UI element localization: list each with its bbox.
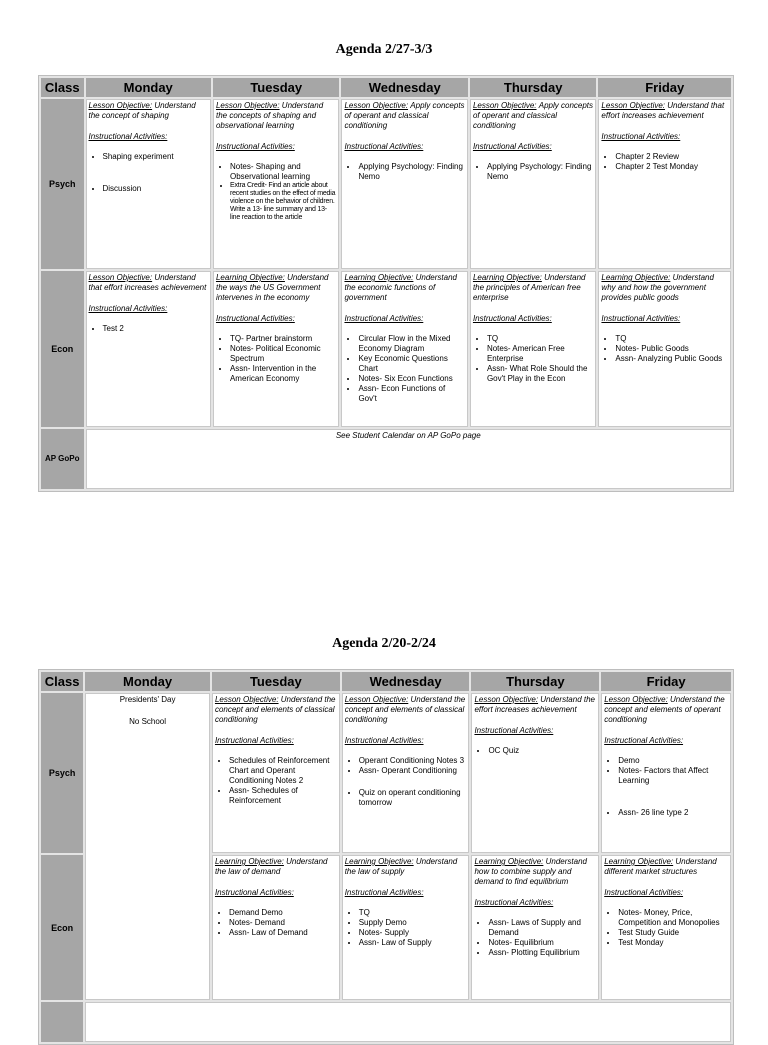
activities-label: Instructional Activities:	[472, 142, 552, 151]
activities-label: Instructional Activities:	[604, 888, 684, 897]
cell-psych-friday	[601, 693, 731, 853]
cell-econ-monday	[86, 271, 211, 427]
activity-item: • Notes- Supply	[359, 928, 467, 938]
objective-text: Understand the law of supply	[344, 857, 458, 876]
cell-psych-tuesday	[213, 99, 339, 269]
activity-item: • Assn- Schedules of Reinforcement	[229, 786, 337, 806]
activity-list	[345, 756, 467, 808]
activity-item: • Chapter 2 Test Monday	[615, 162, 728, 172]
activities-label: Instructional Activities:	[474, 726, 554, 735]
header-tuesday: Tuesday	[212, 672, 340, 691]
activities-label: Instructional Activities:	[474, 898, 554, 907]
header-monday: Monday	[85, 672, 210, 691]
activities-label: Instructional Activities:	[344, 888, 424, 897]
objective-text: Understand why and how the government provides public goods	[601, 273, 714, 302]
objective-label: Lesson Objective:	[88, 273, 153, 282]
activity-list	[601, 152, 728, 172]
activity-item: • Assn- Econ Functions of Gov't	[358, 384, 464, 404]
activity-list	[344, 162, 464, 182]
header-monday: Monday	[86, 78, 211, 97]
objective-label: Learning Objective:	[344, 857, 414, 866]
cell-econ-wednesday	[341, 271, 467, 427]
activities-label: Instructional Activities:	[344, 736, 424, 745]
activity-list	[216, 334, 336, 384]
holiday-name: Presidents' Day	[119, 695, 176, 704]
objective-label: Lesson Objective:	[344, 695, 409, 704]
activity-list	[601, 334, 728, 364]
cell-psych-friday	[598, 99, 731, 269]
activity-item: • TQ	[359, 908, 467, 918]
activity-item: • Notes- Demand	[229, 918, 337, 928]
activity-item: • Assn- Plotting Equilibrium	[488, 948, 596, 958]
activity-item: • Operant Conditioning Notes 3	[359, 756, 467, 766]
activity-item: • Schedules of Reinforcement Chart and Operant Conditioning Notes 2	[229, 756, 337, 786]
agenda-table	[38, 75, 734, 492]
header-tuesday: Tuesday	[213, 78, 339, 97]
cell-psych-thursday	[471, 693, 599, 853]
agenda-title: Agenda 2/20-2/24	[332, 636, 436, 651]
activity-item: • Shaping experiment	[103, 152, 208, 162]
objective-label: Lesson Objective:	[601, 101, 666, 110]
activities-label: Instructional Activities:	[472, 314, 552, 323]
activity-item: • Test Monday	[618, 938, 728, 948]
activity-list	[474, 746, 596, 756]
cell-econ-thursday	[471, 855, 599, 1000]
econ-row	[41, 271, 731, 427]
activities-label: Instructional Activities:	[344, 142, 424, 151]
objective-label: Lesson Objective:	[474, 695, 539, 704]
objective-text: Understand the principles of American free enterprise	[472, 273, 586, 302]
objective-label: Learning Objective:	[472, 273, 542, 282]
objective-text: Apply concepts of operant and classical conditioning	[344, 101, 465, 130]
activities-label: Instructional Activities:	[88, 132, 168, 141]
activity-item: • Notes- Six Econ Functions	[358, 374, 464, 384]
activity-item: • Quiz on operant conditioning tomorrow	[359, 788, 467, 808]
activity-item: • Assn- What Role Should the Gov't Play in the Econ	[487, 364, 593, 384]
activity-item: • TQ	[487, 334, 593, 344]
activities-label: Instructional Activities:	[214, 736, 294, 745]
objective-text: Understand that effort increases achievement	[601, 101, 725, 120]
activity-item: • Applying Psychology: Finding Nemo	[358, 162, 464, 182]
activity-item: • Assn- Law of Demand	[229, 928, 337, 938]
objective-label: Lesson Objective:	[604, 695, 668, 704]
holiday-cell	[85, 693, 210, 1000]
objective-label: Lesson Objective:	[88, 101, 153, 110]
row-label-empty	[41, 1002, 83, 1042]
header-friday: Friday	[598, 78, 731, 97]
activity-list	[473, 162, 593, 182]
cell-psych-wednesday	[342, 693, 470, 853]
activities-label: Instructional Activities:	[88, 304, 168, 313]
header-class: Class	[41, 672, 83, 691]
cell-psych-tuesday	[212, 693, 340, 853]
activity-item: • Notes- Equilibrium	[488, 938, 596, 948]
apgopo-row	[41, 429, 731, 489]
row-label-econ: Econ	[41, 271, 84, 427]
agenda-table	[38, 669, 734, 1045]
activity-item: • Chapter 2 Review	[615, 152, 728, 162]
row-label-psych: Psych	[41, 693, 83, 853]
activity-item: • Assn- Intervention in the American Economy	[230, 364, 336, 384]
header-thursday: Thursday	[471, 672, 599, 691]
objective-text: Understand that effort increases achievement	[88, 273, 207, 292]
objective-text: Understand the concepts of shaping and observational learning	[215, 101, 324, 130]
activities-label: Instructional Activities:	[215, 314, 295, 323]
header-friday: Friday	[601, 672, 731, 691]
objective-label: Learning Objective:	[604, 857, 674, 866]
activity-item: • Assn- Analyzing Public Goods	[615, 354, 728, 364]
activity-list	[89, 324, 208, 334]
psych-row	[41, 693, 731, 853]
activity-item: • Extra Credit- Find an article about recent studies on the effect of media violence on the behavior of children. Write a 13- line summary and 13- line reaction to the article	[230, 182, 336, 222]
activity-item: • Circular Flow in the Mixed Economy Diagram	[358, 334, 464, 354]
objective-label: Lesson Objective:	[472, 101, 537, 110]
activity-item: • Assn- Laws of Supply and Demand	[488, 918, 596, 938]
cell-econ-thursday	[470, 271, 596, 427]
cell-econ-tuesday	[213, 271, 339, 427]
activity-item: • Discussion	[103, 184, 208, 194]
cell-psych-monday	[86, 99, 211, 269]
activity-item: • Demand Demo	[229, 908, 337, 918]
activity-item: • Notes- Political Economic Spectrum	[230, 344, 336, 364]
activity-item: • TQ	[615, 334, 728, 344]
cell-econ-tuesday	[212, 855, 340, 1000]
activity-item: • Test Study Guide	[618, 928, 728, 938]
cell-econ-wednesday	[342, 855, 470, 1000]
activity-list	[474, 918, 596, 958]
activity-item: • Applying Psychology: Finding Nemo	[487, 162, 593, 182]
objective-label: Lesson Objective:	[215, 101, 280, 110]
activity-list	[344, 334, 464, 404]
header-thursday: Thursday	[470, 78, 596, 97]
activity-list	[215, 908, 337, 938]
objective-text: Understand how to combine supply and demand to find equilibrium	[474, 857, 587, 886]
row-label-apgopo: AP GoPo	[41, 429, 84, 489]
objective-text: Understand the effort increases achievement	[474, 695, 595, 714]
objective-label: Lesson Objective:	[214, 695, 279, 704]
objective-label: Learning Objective:	[601, 273, 671, 282]
objective-label: Learning Objective:	[344, 273, 414, 282]
activity-item: • Test 2	[103, 324, 208, 334]
activity-item: • Notes- Shaping and Observational learning	[230, 162, 336, 182]
cell-psych-thursday	[470, 99, 596, 269]
partial-row	[41, 1002, 731, 1042]
activity-item: • TQ- Partner brainstorm	[230, 334, 336, 344]
row-label-psych: Psych	[41, 99, 84, 269]
activity-list	[604, 756, 728, 818]
row-label-econ: Econ	[41, 855, 83, 1000]
psych-row	[41, 99, 731, 269]
activity-item: • Notes- Public Goods	[615, 344, 728, 354]
agenda-title: Agenda 2/27-3/3	[335, 42, 433, 57]
objective-text: Apply concepts of operant and classical conditioning	[472, 101, 594, 130]
objective-label: Learning Objective:	[215, 273, 285, 282]
header-wednesday: Wednesday	[342, 672, 470, 691]
holiday-note: No School	[129, 717, 167, 726]
activity-item: • Key Economic Questions Chart	[358, 354, 464, 374]
activity-list	[216, 162, 336, 222]
objective-text: Understand the concept of shaping	[88, 101, 196, 120]
activities-label: Instructional Activities:	[214, 888, 294, 897]
activity-item: • Supply Demo	[359, 918, 467, 928]
objective-text: Understand the economic functions of government	[344, 273, 457, 302]
activity-list	[89, 152, 208, 194]
activity-list	[345, 908, 467, 948]
activities-label: Instructional Activities:	[604, 736, 684, 745]
objective-text: Understand the law of demand	[214, 857, 328, 876]
activities-label: Instructional Activities:	[215, 142, 295, 151]
activity-item: • Notes- Factors that Affect Learning	[618, 766, 728, 786]
activity-item: • Assn- Law of Supply	[359, 938, 467, 948]
activity-item: • OC Quiz	[488, 746, 596, 756]
objective-label: Lesson Objective:	[344, 101, 409, 110]
activities-label: Instructional Activities:	[601, 314, 681, 323]
activity-list	[215, 756, 337, 806]
objective-label: Learning Objective:	[214, 857, 284, 866]
activities-label: Instructional Activities:	[344, 314, 424, 323]
activity-item: • Assn- 26 line type 2	[618, 808, 728, 818]
apgopo-note: See Student Calendar on AP GoPo page	[86, 429, 732, 489]
objective-label: Learning Objective:	[474, 857, 544, 866]
activity-item: • Demo	[618, 756, 728, 766]
activities-label: Instructional Activities:	[601, 132, 681, 141]
header-row	[41, 78, 731, 97]
activity-item: • Notes- American Free Enterprise	[487, 344, 593, 364]
activity-list	[473, 334, 593, 384]
objective-text: Understand the concept and elements of classical conditioning	[344, 695, 466, 724]
activity-item: • Assn- Operant Conditioning	[359, 766, 467, 776]
objective-text: Understand the concept and elements of operant conditioning	[604, 695, 725, 724]
activity-item: • Notes- Money, Price, Competition and Monopolies	[618, 908, 728, 928]
objective-text: Understand the ways the US Government intervenes in the economy	[215, 273, 329, 302]
cell-econ-friday	[601, 855, 731, 1000]
activity-list	[604, 908, 728, 948]
partial-cell	[85, 1002, 731, 1042]
cell-psych-wednesday	[341, 99, 467, 269]
objective-text: Understand the concept and elements of classical conditioning	[214, 695, 336, 724]
header-wednesday: Wednesday	[341, 78, 467, 97]
header-row	[41, 672, 731, 691]
cell-econ-friday	[598, 271, 731, 427]
header-class: Class	[41, 78, 84, 97]
objective-text: Understand different market structures	[604, 857, 717, 876]
